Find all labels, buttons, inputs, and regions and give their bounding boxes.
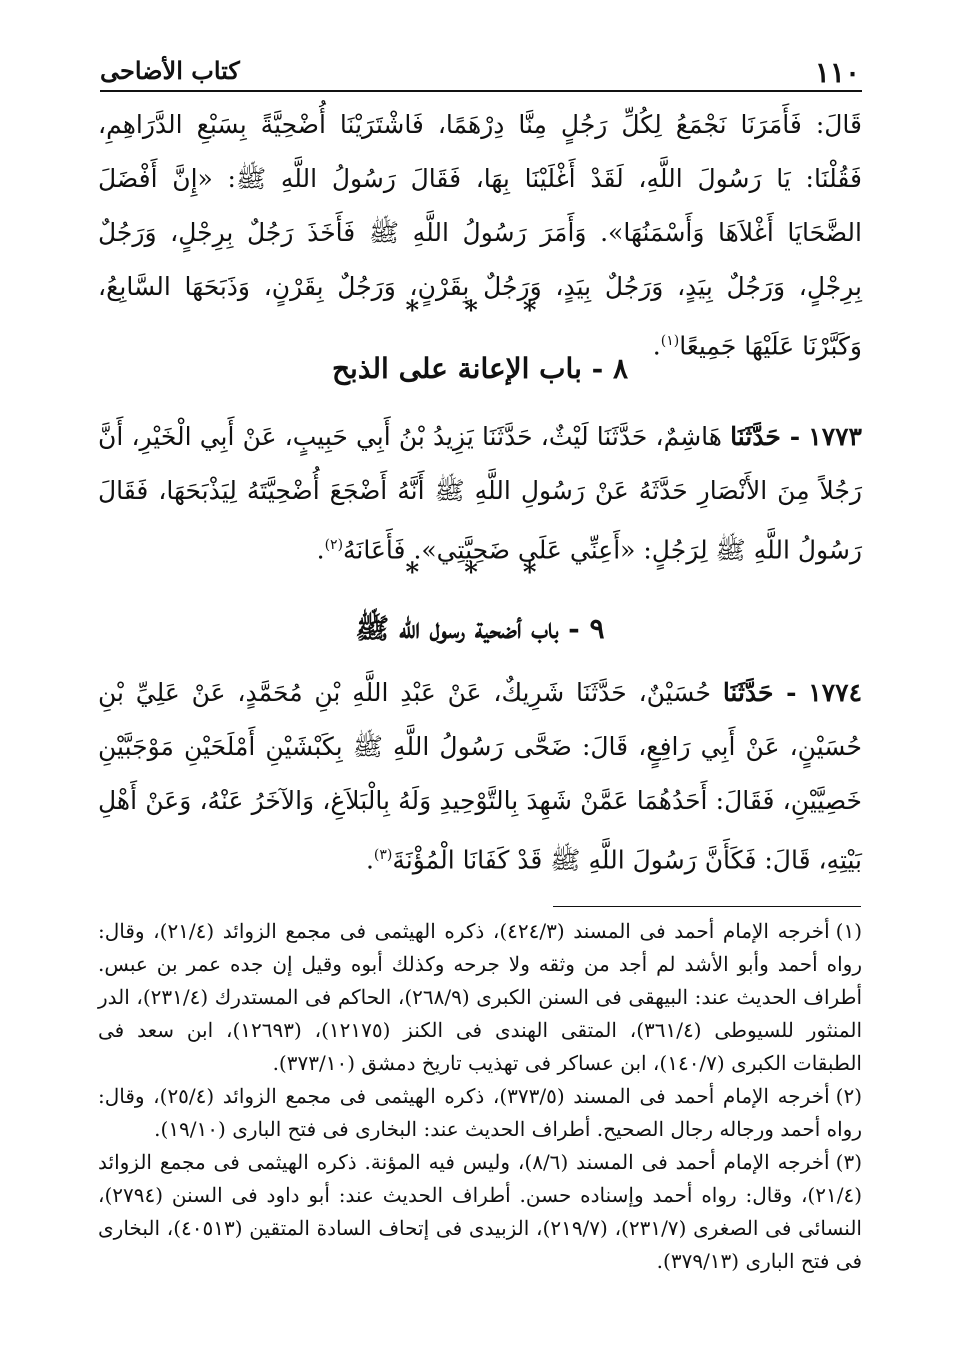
running-header	[100, 50, 860, 90]
footnote	[98, 1080, 862, 1146]
header-divider	[100, 90, 862, 92]
page-number: ١١٠	[814, 56, 860, 89]
footnote-ref: (١)	[660, 333, 680, 349]
hadith-1773: ١٧٧٣ - حَدَّثَنَا هَاشِمٌ، حَدَّثَنَا لَيْثٌ، حَدَّثَنَا يَزِيدُ بْنُ أَبِي حَبِيبٍ، عَنْ أَبِي الْخَيْرِ، أَنَّ رَجُلاً مِنَ الأَنْصَارِ حَدَّثَهُ عَنْ رَسُولِ اللَّهِ ﷺ أَنَّهُ أَضْجَعَ أُضْحِيَّتَهُ لِيَذْبَحَهَا، فَقَالَ رَسُولُ اللَّهِ ﷺ لِرَجُلٍ: «أَعِنِّي عَلَى ضَحِيَّتِي». فَأَعَانَهُ$^{(٢)}$.	[98, 422, 862, 565]
footnote-mark: (٣)	[835, 1150, 862, 1174]
footnote-ref: (٢)	[324, 537, 344, 553]
hadith-text: حُسَيْنٌ، حَدَّثَنَا شَرِيكٌ، عَنْ عَبْدِ اللَّهِ بْنِ مُحَمَّدٍ، عَنْ عَلِيِّ بْنِ حُسَيْنٍ، عَنْ أَبِي رَافِعٍ، قَالَ: ضَحَّى رَسُولُ اللَّهِ ﷺ بِكَبْشَيْنِ أَمْلَحَيْنِ مَوْجَبَّيْنِ خَصِيَّيْنِ، فَقَالَ: أَحَدُهُمَا عَمَّنْ شَهِدَ بِالتَّوْحِيدِ وَلَهُ بِالْبَلاَغِ، وَالآخَرُ عَنْهُ، وَعَنْ أَهْلِ بَيْتِهِ، قَالَ: فَكَأَنَّ رَسُولَ اللَّهِ ﷺ قَدْ كَفَانَا الْمُؤْنَةَ	[98, 678, 862, 875]
footnote-mark: (٢)	[835, 1084, 862, 1108]
footnote-divider	[553, 906, 861, 907]
hadith-number: ١٧٧٤	[808, 678, 863, 707]
hadith-lead: حَدَّثَنَا	[722, 678, 774, 707]
hadith-1774: ١٧٧٤ - حَدَّثَنَا حُسَيْنٌ، حَدَّثَنَا شَرِيكٌ، عَنْ عَبْدِ اللَّهِ بْنِ مُحَمَّدٍ، عَنْ عَلِيِّ بْنِ حُسَيْنٍ، عَنْ أَبِي رَافِعٍ، قَالَ: ضَحَّى رَسُولُ اللَّهِ ﷺ بِكَبْشَيْنِ أَمْلَحَيْنِ مَوْجَبَّيْنِ خَصِيَّيْنِ، فَقَالَ: أَحَدُهُمَا عَمَّنْ شَهِدَ بِالتَّوْحِيدِ وَلَهُ بِالْبَلاَغِ، وَالآخَرُ عَنْهُ، وَعَنْ أَهْلِ بَيْتِهِ، قَالَ: فَكَأَنَّ رَسُولَ اللَّهِ ﷺ قَدْ كَفَانَا الْمُؤْنَةَ$^{(٣)}$.	[98, 678, 863, 875]
footnote-text: أخرجه الإمام أحمد فى المسند (٤٢٤/٣)، ذكره الهيثمى فى مجمع الزوائد (٢١/٤)، وقال: رواه أحمد وأبو الأشد لم أجد من وثقه ولا جرحه وكذلك أبوه وقيل إن جده عمر بن عبس. أطراف الحديث عند: البيهقى فى السنن الكبرى (٢٦٨/٩)، الحاكم فى المستدرك (٢٣١/٤)، الدر المنثور للسيوطى (٣٦١/٤)، المتقى الهندى فى الكنز (١٢١٧٥)، (١٢٦٩٣)، ابن سعد فى الطبقات الكبرى (١٤٠/٧)، ابن عساكر فى تهذيب تاريخ دمشق (٣٧٣/١٠).	[98, 919, 863, 1075]
footnote-text: أخرجه الإمام أحمد فى المسند (٨/٦)، وليس فيه المؤنة. ذكره الهيثمى فى مجمع الزوائد (٢١/٤)، وقال: رواه أحمد وإسناده حسن. أطراف الحديث عند: أبو داود فى السنن (٢٧٩٤)، النسائى فى الصغرى (٢٣١/٧)، (٢١٩/٧)، الزبيدى فى إتحاف السادة المتقين (٤٠٥١٣)، البخارى فى فتح البارى (٣٧٩/١٣).	[98, 1150, 862, 1273]
footnote	[98, 1146, 862, 1278]
section-separator: * * *	[405, 296, 555, 326]
section-heading: ٨ - باب الإعانة على الذبح	[331, 352, 629, 385]
hadith-lead: حَدَّثَنَا	[730, 422, 781, 451]
footnotes	[98, 915, 862, 1278]
footnote-mark: (١)	[835, 919, 862, 943]
footnote-ref: (٣)	[373, 847, 393, 863]
hadith-text: قَالَ: فَأَمَرَنَا نَجْمَعُ لِكُلِّ رَجُلٍ مِنَّا دِرْهَمًا، فَاشْتَرَيْنَا أُضْحِيَّةً بِسَبْعِ الدَّرَاهِمِ، فَقُلْنَا: يَا رَسُولَ اللَّهِ، لَقَدْ أَغْلَيْنَا بِهَا، فَقَالَ رَسُولُ اللَّهِ ﷺ: «إِنَّ أَفْضَلَ الضَّحَايَا أَغْلاَهَا وَأَسْمَنُهَا». وَأَمَرَ رَسُولُ اللَّهِ ﷺ فَأَخَذَ رَجُلٌ بِرِجْلٍ، وَرَجُلٌ بِرِجْلٍ، وَرَجُلٌ بِيَدٍ، وَرَجُلٌ بِيَدٍ، وَرَجُلٌ بِقَرْنٍ، وَرَجُلٌ بِقَرْنٍ، وَذَبَحَهَا السَّابِعُ، وَكَبَّرْنَا عَلَيْهَا جَمِيعًا	[98, 110, 862, 361]
hadith-continuation: قَالَ: فَأَمَرَنَا نَجْمَعُ لِكُلِّ رَجُلٍ مِنَّا دِرْهَمًا، فَاشْتَرَيْنَا أُضْحِيَّةً بِسَبْعِ الدَّرَاهِمِ، فَقُلْنَا: يَا رَسُولَ اللَّهِ، لَقَدْ أَغْلَيْنَا بِهَا، فَقَالَ رَسُولُ اللَّهِ ﷺ: «إِنَّ أَفْضَلَ الضَّحَايَا أَغْلاَهَا وَأَسْمَنُهَا». وَأَمَرَ رَسُولُ اللَّهِ ﷺ فَأَخَذَ رَجُلٌ بِرِجْلٍ، وَرَجُلٌ بِرِجْلٍ، وَرَجُلٌ بِيَدٍ، وَرَجُلٌ بِيَدٍ، وَرَجُلٌ بِقَرْنٍ، وَرَجُلٌ بِقَرْنٍ، وَذَبَحَهَا السَّابِعُ، وَكَبَّرْنَا عَلَيْهَا جَمِيعًا$^{(١)}$.	[98, 110, 862, 361]
section-separator: * * *	[405, 558, 555, 588]
hadith-number: ١٧٧٣	[808, 422, 862, 451]
section-heading: ٩ - باب أضحية رسول الله ﷺ	[355, 612, 605, 645]
hadith-text: هَاشِمٌ، حَدَّثَنَا لَيْثٌ، حَدَّثَنَا يَزِيدُ بْنُ أَبِي حَبِيبٍ، عَنْ أَبِي الْخَيْرِ، أَنَّ رَجُلاً مِنَ الأَنْصَارِ حَدَّثَهُ عَنْ رَسُولِ اللَّهِ ﷺ أَنَّهُ أَضْجَعَ أُضْحِيَّتَهُ لِيَذْبَحَهَا، فَقَالَ رَسُولُ اللَّهِ ﷺ لِرَجُلٍ: «أَعِنِّي عَلَى ضَحِيَّتِي». فَأَعَانَهُ	[98, 422, 862, 565]
footnote-text: أخرجه الإمام أحمد فى المسند (٣٧٣/٥)، ذكره الهيثمى فى مجمع الزوائد (٢٥/٤)، وقال: رواه أحمد ورجاله رجال الصحيح. أطراف الحديث عند: البخارى فى فتح البارى (١٩/١٠).	[98, 1084, 862, 1141]
footnote	[98, 915, 862, 1080]
book-title: كتاب الأضاحى	[100, 56, 240, 85]
